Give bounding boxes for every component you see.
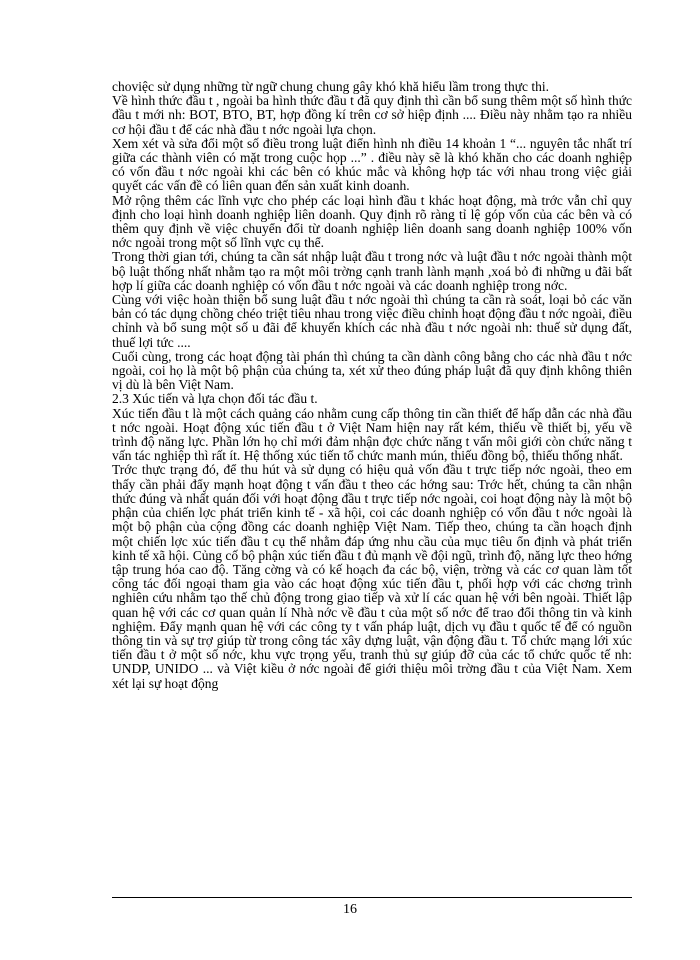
- paragraph: Mở rộng thêm các lĩnh vực cho phép các loại hình đầu t khác hoạt động, mà trớc vẫn chỉ quy định cho loại hình doanh nghiệp liên doanh. Quy định rõ ràng tỉ lệ góp vốn của các bên và có thêm quy định về việc chuyển đổi từ doanh nghiệp liên doanh sang doanh nghiệp 100% vốn nớc ngoài trong một số lĩnh vực cụ thể.: [112, 192, 632, 251]
- section-heading: 2.3 Xúc tiến và lựa chọn đối tác đầu t.: [112, 391, 318, 407]
- paragraph: choviệc sử dụng những từ ngữ chung chung gây khó khă hiểu lầm trong thực thi.: [112, 79, 550, 94]
- paragraph: Xem xét và sửa đổi một số điều trong luật điển hình nh điều 14 khoản 1 “... nguyên tắc nhất trí giữa các thành viên có mặt trong cuộc họp ...” . điều này sẽ là khó khăn cho các doanh nghiệp có vốn đầu t nớc ngoài khi các bên có khúc mắc và không hợp tác với nhau trong việc giải quyết các vấn đề có liên quan đến sản xuất kinh doanh.: [112, 135, 632, 194]
- paragraph: Cùng với việc hoàn thiện bổ sung luật đầu t nớc ngoài thì chúng ta cần rà soát, loại bỏ các văn bản có tác dụng chồng chéo triệt tiêu nhau trong việc điều chỉnh hoạt động đầu t nớc ngoài, điều chỉnh và bổ sung một số u đãi để khuyến khích các nhà đầu t nớc ngoài nh: thuế sử dụng đất, thuế lợi tức ....: [112, 292, 632, 350]
- paragraph: Trớc thực trạng đó, để thu hút và sử dụng có hiệu quả vốn đầu t trực tiếp nớc ngoài, theo em thấy cần phải đẩy mạnh hoạt động t vấn đầu t theo các hớng sau: Trớc hết, chúng ta cần nhận thức đúng và nhất quán đối với hoạt động đầu t trực tiếp nớc ngoài, coi hoạt động này là một bộ phận của chiến lợc phát triển kinh tế - xã hội, coi các doanh nghiệp có vốn đầu t nớc ngoài là một bộ phận của cộng đồng các doanh nghiệp Việt Nam. Tiếp theo, chúng ta cần hoạch định một chiến lợc xúc tiến đầu t cụ thể nhằm đáp ứng nhu cầu của mục tiêu ổn định và phát triển kinh tế xã hội. Củng cố bộ phận xúc tiến đầu t đủ mạnh về đội ngũ, trình độ, năng lực theo hớng tập trung hóa cao độ. Tăng cờng và có kế hoạch đa các bộ, viện, trờng và các cơ quan làm tốt công tác đối ngoại tham gia vào các hoạt động xúc tiến đầu t, phối hợp với các chơng trình nghiên cứu nhằm tạo thế chủ động trong giao tiếp và xử lí các quan hệ với bên ngoài. Thiết lập quan hệ với các cơ quan quản lí Nhà nớc về đầu t của một số nớc để trao đổi thông tin và kinh nghiệm. Đẩy mạnh quan hệ với các công ty t vấn pháp luật, dịch vụ đầu t quốc tế để có nguồn thông tin và sự trợ giúp từ trong công tác xây dựng luật, vận động đầu t. Tổ chức mạng lới xúc tiến đầu t ở một số nớc, khu vực trọng yếu, tranh thủ sự giúp đỡ của các tổ chức quốc tế nh: UNDP, UNIDO ... và Việt kiều ở nớc ngoài để giới thiệu môi trờng đầu t của Việt Nam. Xem xét lại sự hoạt động: [112, 462, 632, 691]
- document-body: [112, 80, 632, 691]
- paragraph: Trong thời gian tới, chúng ta cần sát nhập luật đầu t trong nớc và luật đầu t nớc ngoài thành một bộ luật thống nhất nhằm tạo ra một môi trờng cạnh tranh lành mạnh ,xoá bỏ đi những u đãi bất hợp lí giữa các doanh nghiệp có vốn đầu t nớc ngoài và các doanh nghiệp trong nớc.: [112, 249, 632, 293]
- paragraph: Về hình thức đầu t , ngoài ba hình thức đầu t đã quy định thì cần bổ sung thêm một số hình thức đầu t mới nh: BOT, BTO, BT, hợp đồng kí trên cơ sở hiệp định .... Điều này nhằm tạo ra nhiều cơ hội đầu t để các nhà đầu t nớc ngoài lựa chọn.: [112, 93, 632, 137]
- paragraph: Xúc tiến đầu t là một cách quảng cáo nhằm cung cấp thông tin cần thiết để hấp dẫn các nhà đầu t nớc ngoài. Hoạt động xúc tiến đầu t ở Việt Nam hiện nay rất kém, thiếu về thiết bị, yếu về trình độ năng lực. Phần lớn họ chỉ mới đảm nhận đợc chức năng t vấn môi giới còn chức năng t vấn tác nghiệp thì rất ít. Hệ thống xúc tiến tổ chức manh mún, thiếu đồng bộ, thiếu thống nhất.: [112, 405, 632, 464]
- paragraph: Cuối cùng, trong các hoạt động tài phán thì chúng ta cần dành công bằng cho các nhà đầu t nớc ngoài, coi họ là một bộ phận của chúng ta, xét xử theo đúng pháp luật đã quy định không thiên vị dù là bên Việt Nam.: [112, 348, 632, 393]
- page-number: 16: [343, 902, 357, 917]
- footer-divider: [112, 897, 632, 898]
